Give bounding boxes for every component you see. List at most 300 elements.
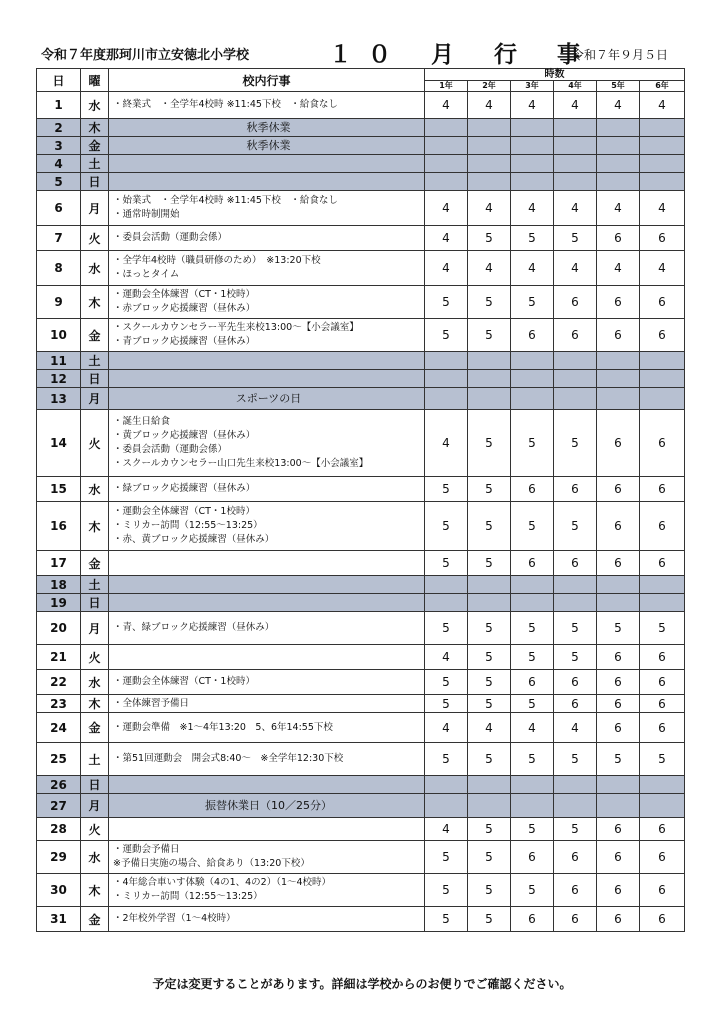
hours-cell: 6 — [511, 907, 554, 932]
hours-cell: 6 — [511, 841, 554, 874]
event-line: ・黄ブロック応援練習（昼休み） — [113, 430, 256, 441]
weekday-cell: 木 — [81, 286, 109, 319]
event-line: ・運動会予備日 — [113, 844, 180, 855]
hours-cell: 6 — [597, 226, 640, 251]
day-cell: 28 — [37, 818, 81, 841]
hours-cell: 5 — [511, 286, 554, 319]
hours-cell: 4 — [640, 251, 685, 286]
hours-cell — [554, 119, 597, 137]
hours-cell: 6 — [597, 286, 640, 319]
hours-cell — [640, 173, 685, 191]
table-row — [37, 92, 685, 119]
day-cell: 6 — [37, 191, 81, 226]
hours-cell — [597, 370, 640, 388]
weekday-cell: 水 — [81, 477, 109, 502]
day-cell: 23 — [37, 695, 81, 713]
hours-cell: 4 — [640, 191, 685, 226]
event-line: ・赤、黄ブロック応援練習（昼休み） — [113, 534, 275, 545]
events-cell — [109, 794, 425, 818]
table-row — [37, 477, 685, 502]
hours-cell: 5 — [597, 743, 640, 776]
events-cell — [109, 776, 425, 794]
day-cell: 30 — [37, 874, 81, 907]
hours-cell — [554, 776, 597, 794]
hours-cell: 6 — [640, 477, 685, 502]
hours-cell: 4 — [468, 92, 511, 119]
day-cell: 26 — [37, 776, 81, 794]
weekday-cell: 日 — [81, 594, 109, 612]
event-line: ・第51回運動会 開会式8:40～ ※全学年12:30下校 — [113, 753, 344, 764]
events-cell — [109, 191, 425, 226]
table-row — [37, 226, 685, 251]
events-cell — [109, 137, 425, 155]
events-cell — [109, 713, 425, 743]
table-row — [37, 388, 685, 410]
hours-cell: 6 — [511, 319, 554, 352]
grade-header: 6年 — [640, 81, 685, 92]
hours-cell — [640, 594, 685, 612]
hours-cell: 5 — [640, 743, 685, 776]
hours-cell: 6 — [597, 818, 640, 841]
hours-cell — [468, 576, 511, 594]
hours-cell: 6 — [554, 670, 597, 695]
event-line: ・全体練習予備日 — [113, 697, 190, 709]
hours-cell: 5 — [597, 612, 640, 645]
weekday-cell: 月 — [81, 388, 109, 410]
hours-cell: 4 — [425, 410, 468, 477]
hours-cell — [511, 594, 554, 612]
hours-cell: 6 — [554, 907, 597, 932]
table-row — [37, 410, 685, 477]
weekday-cell: 木 — [81, 874, 109, 907]
hours-cell: 6 — [640, 226, 685, 251]
table-row — [37, 695, 685, 713]
hours-cell — [597, 352, 640, 370]
hours-cell: 6 — [554, 695, 597, 713]
events-cell — [109, 119, 425, 137]
hours-cell: 6 — [640, 695, 685, 713]
table-row — [37, 612, 685, 645]
hours-cell: 5 — [554, 645, 597, 670]
weekday-cell: 水 — [81, 670, 109, 695]
hours-cell: 4 — [554, 251, 597, 286]
hours-cell: 5 — [468, 319, 511, 352]
col-day-header: 日 — [37, 69, 81, 92]
hours-cell: 5 — [425, 477, 468, 502]
day-cell: 1 — [37, 92, 81, 119]
page-title: １０ 月 行 事 — [329, 42, 597, 68]
hours-cell: 5 — [468, 286, 511, 319]
event-line: ・緑ブロック応援練習（昼休み） — [113, 483, 256, 494]
table-row — [37, 173, 685, 191]
events-cell — [109, 388, 425, 410]
hours-cell: 5 — [554, 818, 597, 841]
hours-cell: 5 — [554, 743, 597, 776]
hours-cell: 5 — [511, 502, 554, 551]
hours-cell — [597, 119, 640, 137]
events-cell — [109, 551, 425, 576]
events-cell — [109, 594, 425, 612]
hours-cell: 6 — [640, 551, 685, 576]
hours-cell — [425, 352, 468, 370]
weekday-cell: 火 — [81, 410, 109, 477]
weekday-cell: 木 — [81, 695, 109, 713]
col-events-header: 校内行事 — [109, 69, 425, 92]
table-row — [37, 319, 685, 352]
table-row — [37, 286, 685, 319]
day-cell: 11 — [37, 352, 81, 370]
table-row — [37, 576, 685, 594]
hours-cell — [511, 155, 554, 173]
events-cell — [109, 92, 425, 119]
grade-header: 4年 — [554, 81, 597, 92]
hours-cell: 4 — [511, 713, 554, 743]
hours-cell — [468, 119, 511, 137]
hours-cell — [554, 155, 597, 173]
hours-cell — [511, 388, 554, 410]
day-cell: 9 — [37, 286, 81, 319]
hours-cell: 5 — [511, 410, 554, 477]
hours-cell — [511, 776, 554, 794]
hours-cell: 6 — [640, 502, 685, 551]
hours-cell: 5 — [468, 410, 511, 477]
hours-cell: 6 — [597, 695, 640, 713]
hours-cell — [597, 594, 640, 612]
events-cell — [109, 576, 425, 594]
events-cell — [109, 874, 425, 907]
weekday-cell: 金 — [81, 907, 109, 932]
grade-header: 1年 — [425, 81, 468, 92]
weekday-cell: 土 — [81, 155, 109, 173]
hours-cell — [468, 137, 511, 155]
hours-cell — [640, 388, 685, 410]
hours-cell: 6 — [640, 713, 685, 743]
event-line: ・青、緑ブロック応援練習（昼休み） — [113, 622, 275, 633]
weekday-cell: 金 — [81, 713, 109, 743]
schedule-table — [36, 68, 685, 932]
hours-cell — [468, 594, 511, 612]
hours-cell — [425, 794, 468, 818]
hours-cell: 5 — [511, 612, 554, 645]
day-cell: 12 — [37, 370, 81, 388]
hours-cell: 5 — [640, 612, 685, 645]
table-row — [37, 818, 685, 841]
day-cell: 13 — [37, 388, 81, 410]
hours-cell — [554, 352, 597, 370]
hours-cell: 6 — [640, 286, 685, 319]
weekday-cell: 木 — [81, 119, 109, 137]
hours-cell: 6 — [597, 670, 640, 695]
weekday-cell: 月 — [81, 794, 109, 818]
event-line: ・スクールカウンセラー山口先生来校13:00～【小会議室】 — [113, 458, 369, 469]
table-row — [37, 137, 685, 155]
hours-cell: 4 — [425, 645, 468, 670]
weekday-cell: 月 — [81, 191, 109, 226]
hours-cell: 4 — [597, 191, 640, 226]
hours-cell: 6 — [597, 907, 640, 932]
day-cell: 16 — [37, 502, 81, 551]
day-cell: 17 — [37, 551, 81, 576]
day-cell: 20 — [37, 612, 81, 645]
weekday-cell: 金 — [81, 137, 109, 155]
hours-cell: 6 — [554, 319, 597, 352]
hours-cell: 6 — [554, 477, 597, 502]
event-line: ・ミリカー訪問（12:55～13:25） — [113, 891, 263, 902]
hours-cell: 5 — [425, 286, 468, 319]
hours-cell — [511, 137, 554, 155]
event-line: ・運動会全体練習（CT・1校時） — [113, 506, 255, 517]
table-row — [37, 191, 685, 226]
table-row — [37, 743, 685, 776]
weekday-cell: 日 — [81, 173, 109, 191]
hours-cell: 4 — [425, 251, 468, 286]
hours-cell: 4 — [425, 92, 468, 119]
hours-cell — [640, 370, 685, 388]
events-cell — [109, 502, 425, 551]
hours-cell — [425, 137, 468, 155]
hours-cell — [468, 155, 511, 173]
event-line: ・4年総合車いす体験（4の1、4の2）（1～4校時） — [113, 877, 332, 888]
day-cell: 29 — [37, 841, 81, 874]
hours-cell: 5 — [425, 695, 468, 713]
hours-cell — [425, 173, 468, 191]
hours-cell: 4 — [511, 92, 554, 119]
day-cell: 22 — [37, 670, 81, 695]
hours-cell: 6 — [597, 645, 640, 670]
hours-cell: 6 — [640, 410, 685, 477]
hours-cell — [511, 352, 554, 370]
event-line: ・ほっとタイム — [113, 269, 180, 280]
hours-cell: 4 — [554, 92, 597, 119]
hours-cell — [511, 370, 554, 388]
hours-cell — [597, 155, 640, 173]
col-hours-header: 時数 — [425, 69, 685, 81]
table-row — [37, 155, 685, 173]
hours-cell — [425, 155, 468, 173]
event-line: ・誕生日給食 — [113, 416, 171, 427]
weekday-cell: 土 — [81, 352, 109, 370]
event-line: ・終業式 ・全学年4校時 ※11:45下校 ・給食なし — [113, 99, 338, 110]
events-cell — [109, 352, 425, 370]
hours-cell: 6 — [597, 502, 640, 551]
day-cell: 21 — [37, 645, 81, 670]
hours-cell: 5 — [468, 670, 511, 695]
hours-cell — [468, 388, 511, 410]
hours-cell: 6 — [640, 818, 685, 841]
hours-cell: 6 — [640, 319, 685, 352]
hours-cell: 6 — [640, 841, 685, 874]
hours-cell: 6 — [597, 713, 640, 743]
hours-cell: 5 — [511, 695, 554, 713]
table-row — [37, 794, 685, 818]
hours-cell — [554, 173, 597, 191]
day-cell: 14 — [37, 410, 81, 477]
weekday-cell: 木 — [81, 502, 109, 551]
event-line: ・委員会活動（運動会係） — [113, 444, 228, 455]
day-cell: 31 — [37, 907, 81, 932]
hours-cell: 5 — [511, 874, 554, 907]
hours-cell — [640, 155, 685, 173]
hours-cell: 4 — [554, 191, 597, 226]
hours-cell: 5 — [554, 502, 597, 551]
events-cell — [109, 695, 425, 713]
hours-cell: 6 — [511, 477, 554, 502]
weekday-cell: 水 — [81, 92, 109, 119]
hours-cell: 5 — [425, 319, 468, 352]
hours-cell: 5 — [425, 551, 468, 576]
event-line: ・通常時制開始 — [113, 209, 180, 220]
hours-cell: 6 — [640, 645, 685, 670]
table-row — [37, 907, 685, 932]
events-cell — [109, 670, 425, 695]
weekday-cell: 水 — [81, 251, 109, 286]
weekday-cell: 金 — [81, 551, 109, 576]
hours-cell: 6 — [554, 551, 597, 576]
event-line: 振替休業日（10／25分） — [205, 798, 332, 812]
grade-header: 3年 — [511, 81, 554, 92]
hours-cell: 5 — [425, 502, 468, 551]
hours-cell: 5 — [554, 226, 597, 251]
hours-cell: 6 — [554, 841, 597, 874]
table-row — [37, 841, 685, 874]
hours-cell: 5 — [511, 645, 554, 670]
hours-cell: 4 — [425, 191, 468, 226]
day-cell: 18 — [37, 576, 81, 594]
day-cell: 24 — [37, 713, 81, 743]
table-row — [37, 594, 685, 612]
hours-cell — [597, 388, 640, 410]
event-line: ・運動会全体練習（CT・1校時） — [113, 289, 255, 300]
page-header — [36, 38, 684, 66]
hours-cell — [597, 173, 640, 191]
weekday-cell: 火 — [81, 818, 109, 841]
hours-cell: 6 — [597, 551, 640, 576]
hours-cell: 6 — [597, 841, 640, 874]
hours-cell: 6 — [554, 286, 597, 319]
hours-cell — [468, 173, 511, 191]
hours-cell: 4 — [468, 251, 511, 286]
hours-cell — [425, 776, 468, 794]
table-row — [37, 776, 685, 794]
hours-cell: 5 — [554, 612, 597, 645]
issue-date: 令和７年９月５日 — [571, 48, 668, 62]
event-line: ・運動会全体練習（CT・1校時） — [113, 676, 255, 687]
day-cell: 25 — [37, 743, 81, 776]
event-line: ・赤ブロック応援練習（昼休み） — [113, 303, 256, 314]
events-cell — [109, 818, 425, 841]
event-line: ・委員会活動（運動会係） — [113, 232, 228, 243]
day-cell: 19 — [37, 594, 81, 612]
hours-cell: 6 — [511, 551, 554, 576]
event-line: ・青ブロック応援練習（昼休み） — [113, 336, 256, 347]
event-line: ※予備日実施の場合、給食あり（13:20下校） — [113, 858, 310, 869]
hours-cell — [425, 576, 468, 594]
events-cell — [109, 612, 425, 645]
hours-cell: 4 — [511, 251, 554, 286]
table-row — [37, 874, 685, 907]
weekday-cell: 火 — [81, 226, 109, 251]
table-row — [37, 352, 685, 370]
events-cell — [109, 226, 425, 251]
events-cell — [109, 155, 425, 173]
event-line: ・運動会準備 ※1～4年13:20 5、6年14:55下校 — [113, 721, 333, 733]
hours-cell: 4 — [511, 191, 554, 226]
weekday-cell: 日 — [81, 776, 109, 794]
hours-cell: 5 — [425, 907, 468, 932]
hours-cell: 5 — [468, 551, 511, 576]
day-cell: 10 — [37, 319, 81, 352]
hours-cell — [511, 173, 554, 191]
event-line: ・始業式 ・全学年4校時 ※11:45下校 ・給食なし — [113, 195, 338, 206]
event-line: ・2年校外学習（1～4校時） — [113, 913, 236, 924]
hours-cell — [597, 776, 640, 794]
hours-cell — [597, 137, 640, 155]
event-line: ・全学年4校時（職員研修のため） ※13:20下校 — [113, 255, 321, 266]
weekday-cell: 土 — [81, 743, 109, 776]
hours-cell: 5 — [468, 818, 511, 841]
hours-cell: 5 — [511, 226, 554, 251]
hours-cell: 6 — [597, 410, 640, 477]
hours-cell — [425, 370, 468, 388]
events-cell — [109, 907, 425, 932]
hours-cell: 6 — [554, 874, 597, 907]
hours-cell: 6 — [597, 874, 640, 907]
hours-cell: 5 — [425, 874, 468, 907]
hours-cell — [554, 794, 597, 818]
day-cell: 3 — [37, 137, 81, 155]
events-cell — [109, 743, 425, 776]
hours-cell: 4 — [468, 713, 511, 743]
hours-cell — [468, 794, 511, 818]
hours-cell: 5 — [511, 818, 554, 841]
table-row — [37, 670, 685, 695]
hours-cell — [554, 137, 597, 155]
hours-cell — [640, 137, 685, 155]
table-row — [37, 645, 685, 670]
hours-cell — [425, 119, 468, 137]
hours-cell — [640, 794, 685, 818]
weekday-cell: 水 — [81, 841, 109, 874]
hours-cell: 5 — [468, 226, 511, 251]
hours-cell — [554, 594, 597, 612]
events-cell — [109, 477, 425, 502]
hours-cell: 4 — [468, 191, 511, 226]
grade-header: 2年 — [468, 81, 511, 92]
events-cell — [109, 286, 425, 319]
hours-cell: 5 — [425, 841, 468, 874]
hours-cell — [554, 388, 597, 410]
event-line: スポーツの日 — [235, 391, 302, 405]
day-cell: 5 — [37, 173, 81, 191]
events-cell — [109, 173, 425, 191]
hours-cell — [425, 388, 468, 410]
hours-cell: 5 — [511, 743, 554, 776]
table-row — [37, 370, 685, 388]
day-cell: 15 — [37, 477, 81, 502]
event-line: 秋季休業 — [246, 138, 291, 152]
weekday-cell: 火 — [81, 645, 109, 670]
hours-cell: 6 — [640, 670, 685, 695]
hours-cell: 5 — [468, 841, 511, 874]
event-line: 秋季休業 — [246, 120, 291, 134]
hours-cell — [511, 576, 554, 594]
hours-cell — [468, 776, 511, 794]
event-line: ・スクールカウンセラー平先生来校13:00～【小会議室】 — [113, 322, 359, 333]
events-cell — [109, 370, 425, 388]
hours-cell: 6 — [640, 907, 685, 932]
events-cell — [109, 645, 425, 670]
hours-cell: 4 — [597, 92, 640, 119]
